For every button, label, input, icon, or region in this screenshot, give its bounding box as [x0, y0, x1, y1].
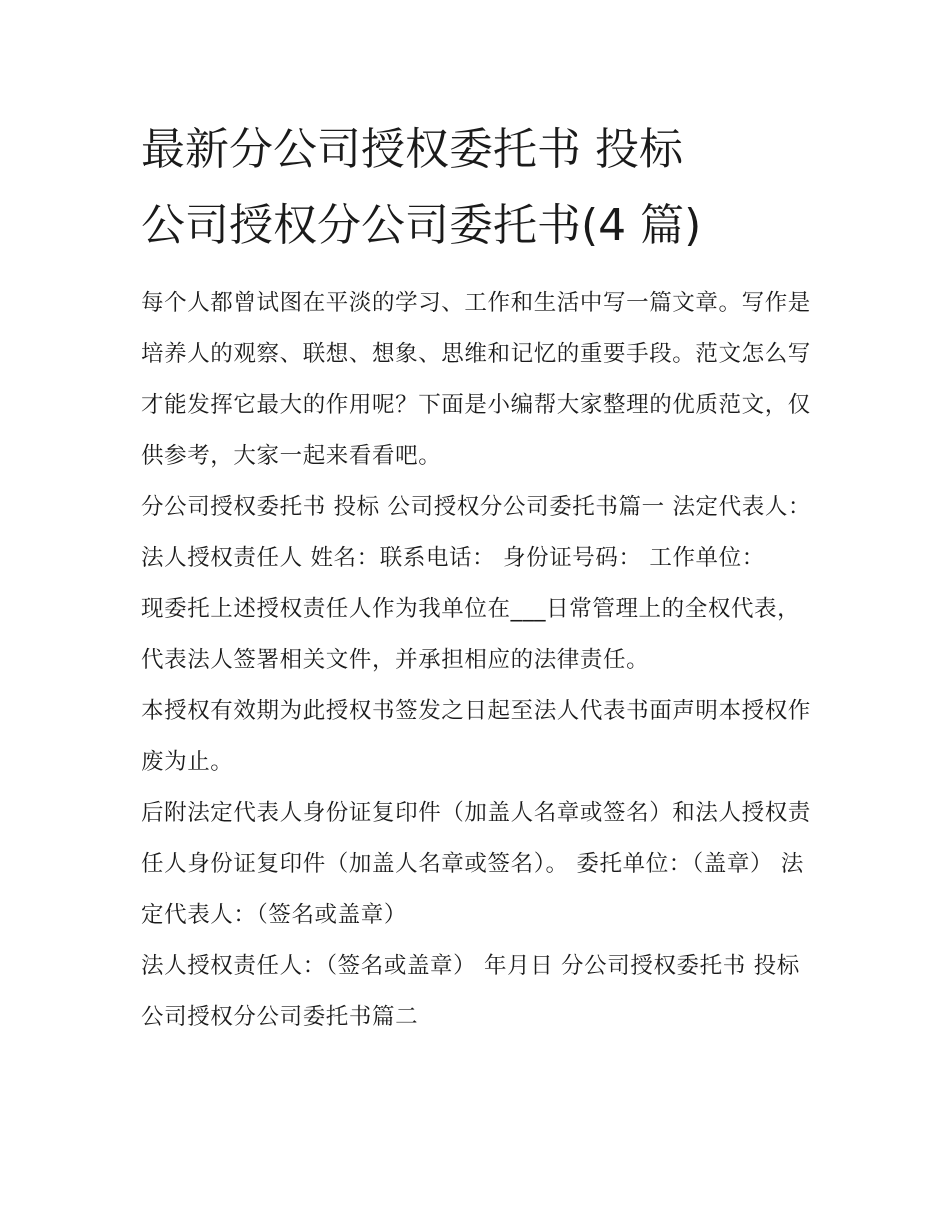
paragraph-signature: 法人授权责任人：（签名或盖章） 年月日 分公司授权委托书 投标 公司授权分公司委托书篇二	[141, 953, 800, 1030]
paragraph-part-one-header: 分公司授权委托书 投标 公司授权分公司委托书篇一 法定代表人： 法人授权责任人 姓名：联系电话： 身份证号码： 工作单位：	[141, 494, 812, 571]
document-content	[141, 112, 813, 1043]
document-body	[141, 278, 813, 1043]
document-title	[141, 112, 813, 264]
title-line-1: 最新分公司授权委托书 投标	[141, 124, 683, 175]
paragraph-delegation: 现委托上述授权责任人作为我单位在___日常管理上的全权代表，代表法人签署相关文件，并承担相应的法律责任。	[141, 596, 801, 673]
paragraph-validity: 本授权有效期为此授权书签发之日起至法人代表书面声明本授权作废为止。	[141, 698, 811, 775]
paragraph-intro: 每个人都曾试图在平淡的学习、工作和生活中写一篇文章。写作是培养人的观察、联想、想象、思维和记忆的重要手段。范文怎么写才能发挥它最大的作用呢？下面是小编帮大家整理的优质范文，仅供参考，大家一起来看看吧。	[141, 290, 811, 469]
title-line-2: 公司授权分公司委托书(4 篇)	[141, 200, 702, 251]
paragraph-attachments: 后附法定代表人身份证复印件（加盖人名章或签名）和法人授权责任人身份证复印件（加盖人名章或签名）。 委托单位：（盖章） 法定代表人：（签名或盖章）	[141, 800, 811, 928]
